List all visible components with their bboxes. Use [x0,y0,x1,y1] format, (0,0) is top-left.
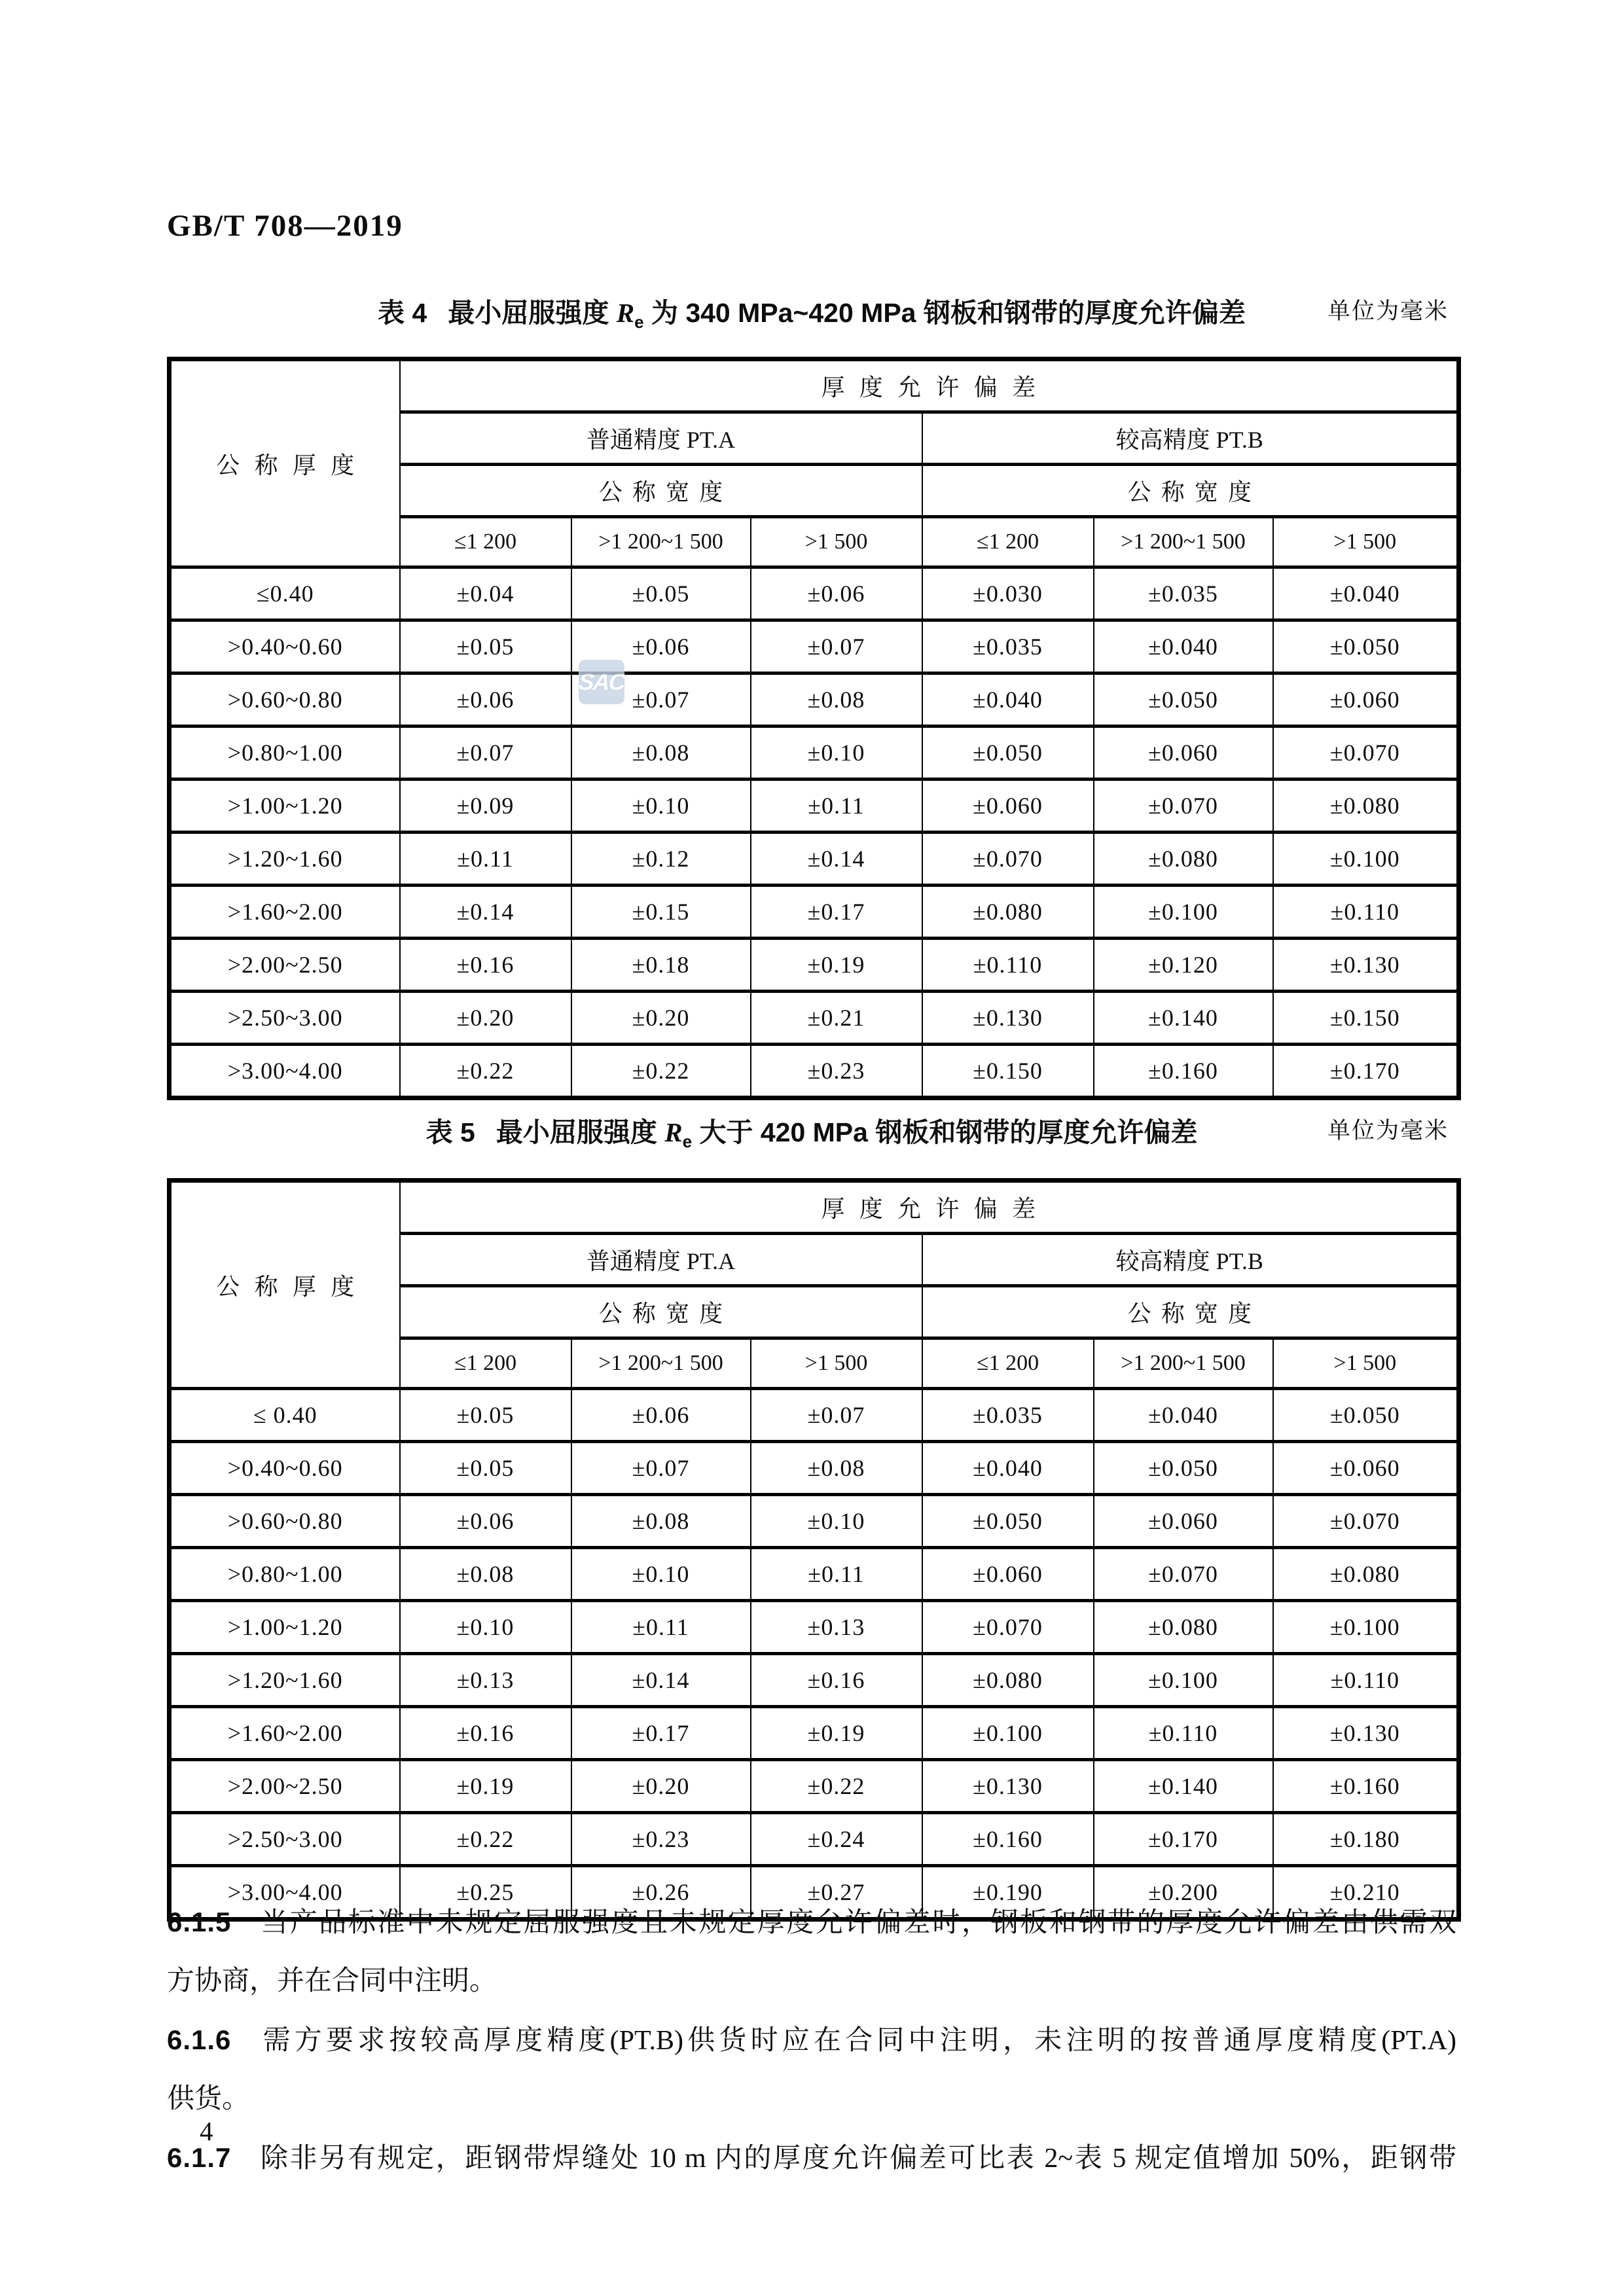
table-row [170,1813,1459,1866]
deviation-value-cell: ±0.050 [1094,673,1273,726]
deviation-value-cell: ±0.060 [1273,1442,1459,1495]
page-number: 4 [200,2116,213,2146]
thickness-range-cell: ≤ 0.40 [170,1389,400,1442]
table5-caption-pre: 最小屈服强度 [496,1117,665,1147]
yield-strength-symbol: R [664,1117,683,1147]
table5-caption-post: 大于 420 MPa 钢板和钢带的厚度允许偏差 [692,1117,1198,1147]
deviation-value-cell: ±0.110 [922,939,1094,992]
clause-text: 供货。 [167,2084,250,2114]
deviation-value-cell: ±0.170 [1094,1813,1273,1866]
thickness-range-cell: >0.60~0.80 [170,673,400,726]
deviation-value-cell: ±0.070 [1094,780,1273,833]
deviation-value-cell: ±0.19 [751,1707,922,1760]
table4-header-deviation: 厚度允许偏差 [400,359,1459,412]
deviation-value-cell: ±0.14 [751,833,922,886]
deviation-value-cell: ±0.080 [922,886,1094,939]
yield-strength-symbol: R [616,298,635,328]
deviation-value-cell: ±0.110 [1273,886,1459,939]
yield-strength-subscript: e [634,312,644,332]
deviation-value-cell: ±0.100 [1094,1654,1273,1707]
deviation-value-cell: ±0.19 [400,1760,571,1813]
table4-width-col: ≤1 200 [922,517,1094,567]
table-row [170,992,1459,1045]
sac-watermark-text: SAC [577,668,626,695]
table4-header-thickness: 公称厚度 [170,359,400,567]
deviation-value-cell: ±0.070 [922,833,1094,886]
deviation-value-cell: ±0.130 [1273,939,1459,992]
table-row [170,620,1459,673]
deviation-value-cell: ±0.27 [751,1866,922,1920]
deviation-value-cell: ±0.06 [400,673,571,726]
deviation-value-cell: ±0.06 [400,1495,571,1548]
clause-text: 需方要求按较高厚度精度(PT.B)供货时应在合同中注明，未注明的按普通厚度精度(PT.A) [259,2026,1456,2056]
table-row [170,1389,1459,1442]
deviation-value-cell: ±0.17 [571,1707,751,1760]
table-row [170,1548,1459,1601]
table4-header-precision-pta: 普通精度 PT.A [400,412,922,465]
deviation-value-cell: ±0.22 [751,1760,922,1813]
deviation-value-cell: ±0.070 [1094,1548,1273,1601]
sac-watermark-logo [579,660,624,704]
table4-caption [167,293,1456,332]
deviation-value-cell: ±0.05 [571,567,751,620]
table-row [170,1654,1459,1707]
deviation-value-cell: ±0.150 [1273,992,1459,1045]
thickness-range-cell: >0.40~0.60 [170,620,400,673]
deviation-value-cell: ±0.06 [751,567,922,620]
deviation-value-cell: ±0.040 [1094,620,1273,673]
table-row [170,939,1459,992]
thickness-range-cell: >1.00~1.20 [170,780,400,833]
deviation-value-cell: ±0.09 [400,780,571,833]
deviation-value-cell: ±0.11 [571,1601,751,1654]
thickness-range-cell: >1.20~1.60 [170,833,400,886]
table4-header-width-pta: 公称宽度 [400,465,922,517]
table5-width-col: ≤1 200 [400,1338,571,1389]
deviation-value-cell: ±0.140 [1094,992,1273,1045]
deviation-value-cell: ±0.120 [1094,939,1273,992]
thickness-range-cell: >1.60~2.00 [170,886,400,939]
table4-caption-pre: 最小屈服强度 [448,298,617,328]
clause-line [167,2128,1456,2187]
standard-number: GB/T 708—2019 [167,209,403,243]
table5-width-col: >1 500 [751,1338,922,1389]
deviation-value-cell: ±0.160 [1273,1760,1459,1813]
deviation-value-cell: ±0.20 [571,1760,751,1813]
table5-caption-number: 表 5 [425,1117,475,1147]
table-row [170,673,1459,726]
table4-width-col: >1 500 [751,517,922,567]
deviation-value-cell: ±0.10 [751,726,922,780]
table-row [170,833,1459,886]
deviation-value-cell: ±0.050 [922,1495,1094,1548]
deviation-value-cell: ±0.05 [400,620,571,673]
thickness-range-cell: >3.00~4.00 [170,1866,400,1920]
deviation-value-cell: ±0.070 [1273,726,1459,780]
thickness-range-cell: >2.50~3.00 [170,1813,400,1866]
clause-line [167,1893,1456,1952]
clause-text: 除非另有规定，距钢带焊缝处 10 m 内的厚度允许偏差可比表 2~表 5 规定值增加 50%，距钢带 [259,2144,1456,2174]
table5-caption [167,1113,1456,1152]
clause-number: 6.1.7 [167,2142,232,2173]
table5-header-width-pta: 公称宽度 [400,1286,922,1338]
deviation-value-cell: ±0.210 [1273,1866,1459,1920]
table4-unit-note: 单位为毫米 [1327,298,1449,324]
clause-number: 6.1.5 [167,1907,232,1937]
clause-line [167,1952,1456,2011]
deviation-value-cell: ±0.070 [1273,1495,1459,1548]
deviation-value-cell: ±0.22 [571,1045,751,1098]
table4-width-col: >1 500 [1273,517,1459,567]
table5 [167,1178,1461,1922]
table4-header-precision-ptb: 较高精度 PT.B [922,412,1459,465]
deviation-value-cell: ±0.20 [571,992,751,1045]
clauses-section [167,1893,1456,2187]
deviation-value-cell: ±0.14 [571,1654,751,1707]
deviation-value-cell: ±0.060 [922,780,1094,833]
deviation-value-cell: ±0.10 [571,780,751,833]
deviation-value-cell: ±0.080 [1094,833,1273,886]
deviation-value-cell: ±0.21 [751,992,922,1045]
deviation-value-cell: ±0.170 [1273,1045,1459,1098]
deviation-value-cell: ±0.23 [751,1045,922,1098]
deviation-value-cell: ±0.060 [1094,726,1273,780]
thickness-range-cell: >2.50~3.00 [170,992,400,1045]
table4-header-width-ptb: 公称宽度 [922,465,1459,517]
table5-unit-note: 单位为毫米 [1327,1118,1449,1143]
deviation-value-cell: ±0.10 [400,1601,571,1654]
deviation-value-cell: ±0.080 [1273,1548,1459,1601]
deviation-value-cell: ±0.25 [400,1866,571,1920]
deviation-value-cell: ±0.110 [1094,1707,1273,1760]
deviation-value-cell: ±0.26 [571,1866,751,1920]
table5-header-deviation: 厚度允许偏差 [400,1181,1459,1234]
table-row [170,1495,1459,1548]
table-row [170,1045,1459,1098]
table-row [170,1601,1459,1654]
deviation-value-cell: ±0.08 [751,673,922,726]
thickness-range-cell: >0.40~0.60 [170,1442,400,1495]
deviation-value-cell: ±0.040 [922,673,1094,726]
deviation-value-cell: ±0.16 [400,939,571,992]
deviation-value-cell: ±0.190 [922,1866,1094,1920]
deviation-value-cell: ±0.100 [1273,833,1459,886]
deviation-value-cell: ±0.07 [751,620,922,673]
deviation-value-cell: ±0.140 [1094,1760,1273,1813]
deviation-value-cell: ±0.20 [400,992,571,1045]
deviation-value-cell: ±0.13 [400,1654,571,1707]
deviation-value-cell: ±0.16 [751,1654,922,1707]
table-row [170,780,1459,833]
table-row [170,1707,1459,1760]
table4-width-col: >1 200~1 500 [1094,517,1273,567]
yield-strength-subscript: e [682,1132,693,1152]
deviation-value-cell: ±0.04 [400,567,571,620]
table5-width-col: ≤1 200 [922,1338,1094,1389]
deviation-value-cell: ±0.180 [1273,1813,1459,1866]
table-row [170,726,1459,780]
deviation-value-cell: ±0.14 [400,886,571,939]
deviation-value-cell: ±0.080 [922,1654,1094,1707]
table4-width-col: >1 200~1 500 [571,517,751,567]
thickness-range-cell: >0.80~1.00 [170,726,400,780]
clause-number: 6.1.6 [167,2024,232,2055]
clause-text: 当产品标准中未规定屈服强度且未规定厚度允许偏差时，钢板和钢带的厚度允许偏差由供需双 [259,1908,1456,1938]
table4-width-col: ≤1 200 [400,517,571,567]
deviation-value-cell: ±0.23 [571,1813,751,1866]
clause-line [167,2070,1456,2128]
deviation-value-cell: ±0.07 [571,1442,751,1495]
table-row [170,1442,1459,1495]
deviation-value-cell: ±0.050 [922,726,1094,780]
thickness-range-cell: >1.00~1.20 [170,1601,400,1654]
deviation-value-cell: ±0.160 [922,1813,1094,1866]
deviation-value-cell: ±0.130 [922,992,1094,1045]
deviation-value-cell: ±0.08 [571,726,751,780]
table5-width-col: >1 200~1 500 [571,1338,751,1389]
thickness-range-cell: >1.20~1.60 [170,1654,400,1707]
deviation-value-cell: ±0.080 [1273,780,1459,833]
deviation-value-cell: ±0.040 [1273,567,1459,620]
table-row [170,567,1459,620]
deviation-value-cell: ±0.100 [922,1707,1094,1760]
deviation-value-cell: ±0.050 [1094,1442,1273,1495]
thickness-range-cell: >1.60~2.00 [170,1707,400,1760]
deviation-value-cell: ±0.08 [571,1495,751,1548]
table5-width-col: >1 500 [1273,1338,1459,1389]
deviation-value-cell: ±0.17 [751,886,922,939]
table5-header-thickness: 公称厚度 [170,1181,400,1389]
deviation-value-cell: ±0.06 [571,1389,751,1442]
deviation-value-cell: ±0.050 [1273,1389,1459,1442]
deviation-value-cell: ±0.06 [571,620,751,673]
deviation-value-cell: ±0.08 [400,1548,571,1601]
table4 [167,357,1461,1100]
deviation-value-cell: ±0.200 [1094,1866,1273,1920]
table4-caption-post: 为 340 MPa~420 MPa 钢板和钢带的厚度允许偏差 [643,298,1246,328]
deviation-value-cell: ±0.11 [751,1548,922,1601]
thickness-range-cell: >2.00~2.50 [170,939,400,992]
deviation-value-cell: ±0.150 [922,1045,1094,1098]
deviation-value-cell: ±0.19 [751,939,922,992]
table5-width-col: >1 200~1 500 [1094,1338,1273,1389]
deviation-value-cell: ±0.035 [922,620,1094,673]
deviation-value-cell: ±0.10 [571,1548,751,1601]
deviation-value-cell: ±0.11 [400,833,571,886]
deviation-value-cell: ±0.12 [571,833,751,886]
deviation-value-cell: ±0.22 [400,1813,571,1866]
deviation-value-cell: ±0.07 [571,673,751,726]
deviation-value-cell: ±0.18 [571,939,751,992]
deviation-value-cell: ±0.070 [922,1601,1094,1654]
deviation-value-cell: ±0.060 [922,1548,1094,1601]
deviation-value-cell: ±0.05 [400,1442,571,1495]
deviation-value-cell: ±0.11 [751,780,922,833]
deviation-value-cell: ±0.08 [751,1442,922,1495]
table-row [170,886,1459,939]
table4-caption-number: 表 4 [378,298,427,328]
deviation-value-cell: ±0.100 [1273,1601,1459,1654]
deviation-value-cell: ±0.13 [751,1601,922,1654]
deviation-value-cell: ±0.030 [922,567,1094,620]
deviation-value-cell: ±0.040 [1094,1389,1273,1442]
table-row [170,1760,1459,1813]
deviation-value-cell: ±0.080 [1094,1601,1273,1654]
deviation-value-cell: ±0.16 [400,1707,571,1760]
deviation-value-cell: ±0.100 [1094,886,1273,939]
thickness-range-cell: >2.00~2.50 [170,1760,400,1813]
thickness-range-cell: ≤0.40 [170,567,400,620]
clause-text: 方协商，并在合同中注明。 [167,1966,497,1996]
table5-header-width-ptb: 公称宽度 [922,1286,1459,1338]
deviation-value-cell: ±0.07 [751,1389,922,1442]
thickness-range-cell: >3.00~4.00 [170,1045,400,1098]
deviation-value-cell: ±0.035 [1094,567,1273,620]
deviation-value-cell: ±0.07 [400,726,571,780]
deviation-value-cell: ±0.05 [400,1389,571,1442]
deviation-value-cell: ±0.035 [922,1389,1094,1442]
deviation-value-cell: ±0.040 [922,1442,1094,1495]
deviation-value-cell: ±0.110 [1273,1654,1459,1707]
thickness-range-cell: >0.60~0.80 [170,1495,400,1548]
clause-line [167,2011,1456,2070]
deviation-value-cell: ±0.15 [571,886,751,939]
deviation-value-cell: ±0.050 [1273,620,1459,673]
deviation-value-cell: ±0.22 [400,1045,571,1098]
deviation-value-cell: ±0.130 [922,1760,1094,1813]
deviation-value-cell: ±0.10 [751,1495,922,1548]
table5-header-precision-ptb: 较高精度 PT.B [922,1234,1459,1286]
deviation-value-cell: ±0.060 [1273,673,1459,726]
thickness-range-cell: >0.80~1.00 [170,1548,400,1601]
table5-header-precision-pta: 普通精度 PT.A [400,1234,922,1286]
deviation-value-cell: ±0.24 [751,1813,922,1866]
deviation-value-cell: ±0.160 [1094,1045,1273,1098]
deviation-value-cell: ±0.060 [1094,1495,1273,1548]
deviation-value-cell: ±0.130 [1273,1707,1459,1760]
